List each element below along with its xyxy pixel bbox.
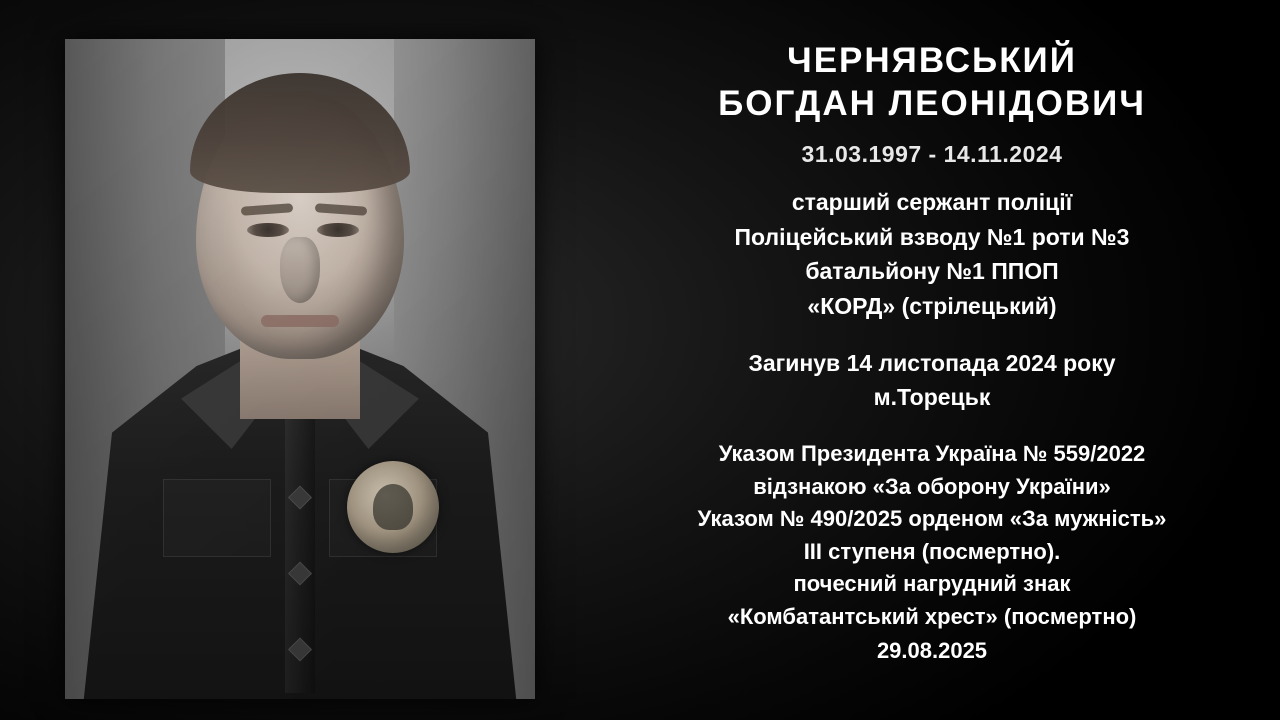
death-place-line: м.Торецьк [873,383,991,410]
position-line-3: «КОРД» (стрілецький) [807,292,1057,319]
life-dates: 31.03.1997 - 14.11.2024 [801,141,1063,168]
position-line-1: Поліцейський взводу №1 роти №3 [734,223,1130,250]
award-line-5: почесний нагрудний знак [793,571,1071,597]
portrait-photo [65,39,535,699]
award-line-3: Указом № 490/2025 орденом «За мужність» [697,506,1167,532]
rank: старший сержант поліції [791,189,1073,216]
position-line-2: батальйону №1 ППОП [805,258,1059,285]
awards-info [698,438,1167,668]
death-date-line: Загинув 14 листопада 2024 року [748,350,1116,377]
award-line-2: відзнакою «За оборону України» [753,473,1111,499]
portrait-pane [0,0,600,720]
award-line-4: III ступеня (посмертно). [803,538,1061,564]
portrait-frame [65,39,535,699]
info-pane [600,0,1280,720]
award-final-date: 29.08.2025 [876,638,988,664]
death-info [748,347,1115,414]
photo-grain-overlay [65,39,535,699]
surname: ЧЕРНЯВСЬКИЙ [787,41,1077,80]
award-line-1: Указом Президента Україна № 559/2022 [718,441,1146,467]
award-line-6: «Комбатантський хрест» (посмертно) [727,603,1137,629]
given-name-patronymic: БОГДАН ЛЕОНІДОВИЧ [718,83,1146,123]
